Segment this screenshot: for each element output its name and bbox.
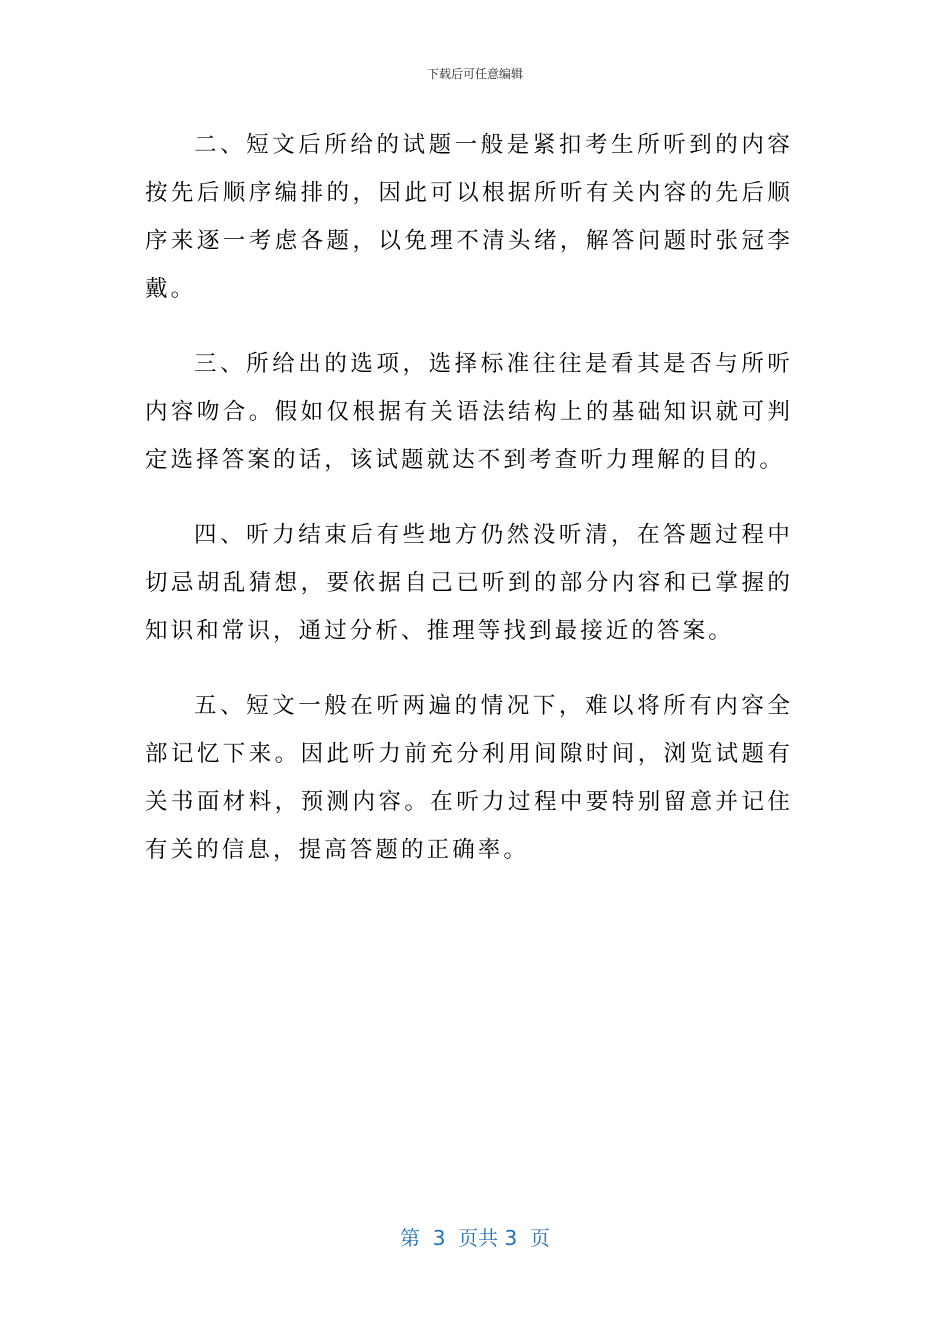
paragraph-2: 二、短文后所给的试题一般是紧扣考生所听到的内容按先后顺序编排的，因此可以根据所听有关内容的先后顺序来逐一考虑各题，以免理不清头绪，解答问题时张冠李戴。 bbox=[145, 132, 793, 302]
footer-prefix: 第 bbox=[400, 1226, 420, 1250]
paragraph-3: 三、所给出的选项，选择标准往往是看其是否与所听内容吻合。假如仅根据有关语法结构上的基础知识就可判定选择答案的话，该试题就达不到考查听力理解的目的。 bbox=[145, 351, 793, 473]
footer-total-pages: 3 bbox=[504, 1226, 518, 1250]
footer-middle: 页共 bbox=[458, 1226, 499, 1250]
footer-suffix: 页 bbox=[529, 1226, 550, 1250]
paragraph-4: 四、听力结束后有些地方仍然没听清，在答题过程中切忌胡乱猜想，要依据自己已听到的部分内容和已掌握的知识和常识，通过分析、推理等找到最接近的答案。 bbox=[145, 522, 793, 644]
footer-current-page: 3 bbox=[432, 1226, 446, 1250]
paragraph-5: 五、短文一般在听两遍的情况下，难以将所有内容全部记忆下来。因此听力前充分利用间隙时间，浏览试题有关书面材料，预测内容。在听力过程中要特别留意并记住有关的信息，提高答题的正确率。 bbox=[145, 693, 793, 863]
page-header: 下载后可任意编辑 bbox=[426, 67, 523, 81]
document-body bbox=[145, 121, 793, 901]
page-footer bbox=[0, 1224, 950, 1252]
